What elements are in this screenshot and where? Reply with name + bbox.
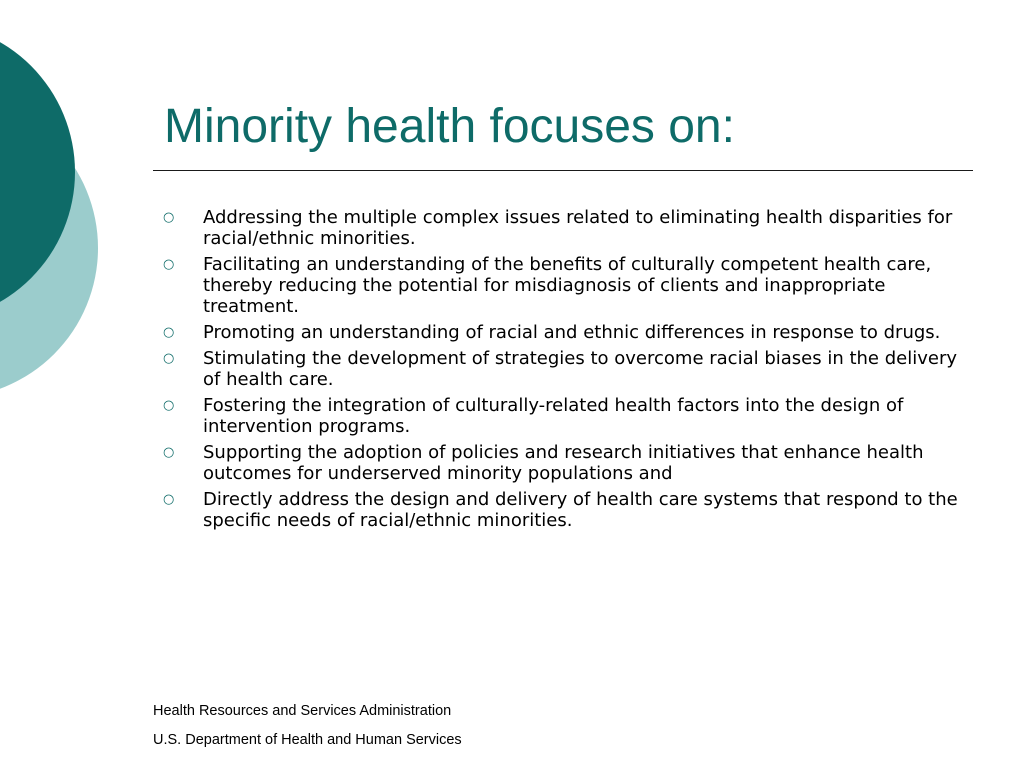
list-item: [163, 207, 963, 249]
list-item: [163, 395, 963, 437]
bullet-text: Fostering the integration of culturally-related health factors into the design of intervention programs.: [203, 395, 904, 437]
bullet-text: Supporting the adoption of policies and research initiatives that enhance health outcomes for underserved minority populations and: [203, 442, 924, 484]
bullet-text: Directly address the design and delivery of health care systems that respond to the specific needs of racial/ethnic minorities.: [203, 489, 958, 531]
footer-department: U.S. Department of Health and Human Services: [153, 732, 462, 748]
bullet-list: [163, 207, 963, 536]
footer-organization: Health Resources and Services Administration: [153, 703, 452, 719]
circle-bullet-icon: ○: [163, 492, 175, 507]
list-item: [163, 254, 963, 317]
list-item: [163, 322, 963, 343]
list-item: [163, 442, 963, 484]
circle-bullet-icon: ○: [163, 351, 175, 366]
circle-bullet-icon: ○: [163, 210, 175, 225]
circle-bullet-icon: ○: [163, 445, 175, 460]
bullet-text: Addressing the multiple complex issues related to eliminating health disparities for racial/ethnic minorities.: [203, 207, 953, 249]
slide-title: Minority health focuses on:: [164, 100, 735, 153]
circle-bullet-icon: ○: [163, 325, 175, 340]
title-divider: [153, 170, 973, 171]
circle-bullet-icon: ○: [163, 257, 175, 272]
bullet-text: Stimulating the development of strategies to overcome racial biases in the delivery of health care.: [203, 348, 958, 390]
list-item: [163, 489, 963, 531]
list-item: [163, 348, 963, 390]
bullet-text: Promoting an understanding of racial and ethnic differences in response to drugs.: [203, 322, 941, 343]
circle-bullet-icon: ○: [163, 398, 175, 413]
bullet-text: Facilitating an understanding of the benefits of culturally competent health care, thereby reducing the potential for misdiagnosis of clients and inappropriate treatment.: [203, 254, 932, 317]
